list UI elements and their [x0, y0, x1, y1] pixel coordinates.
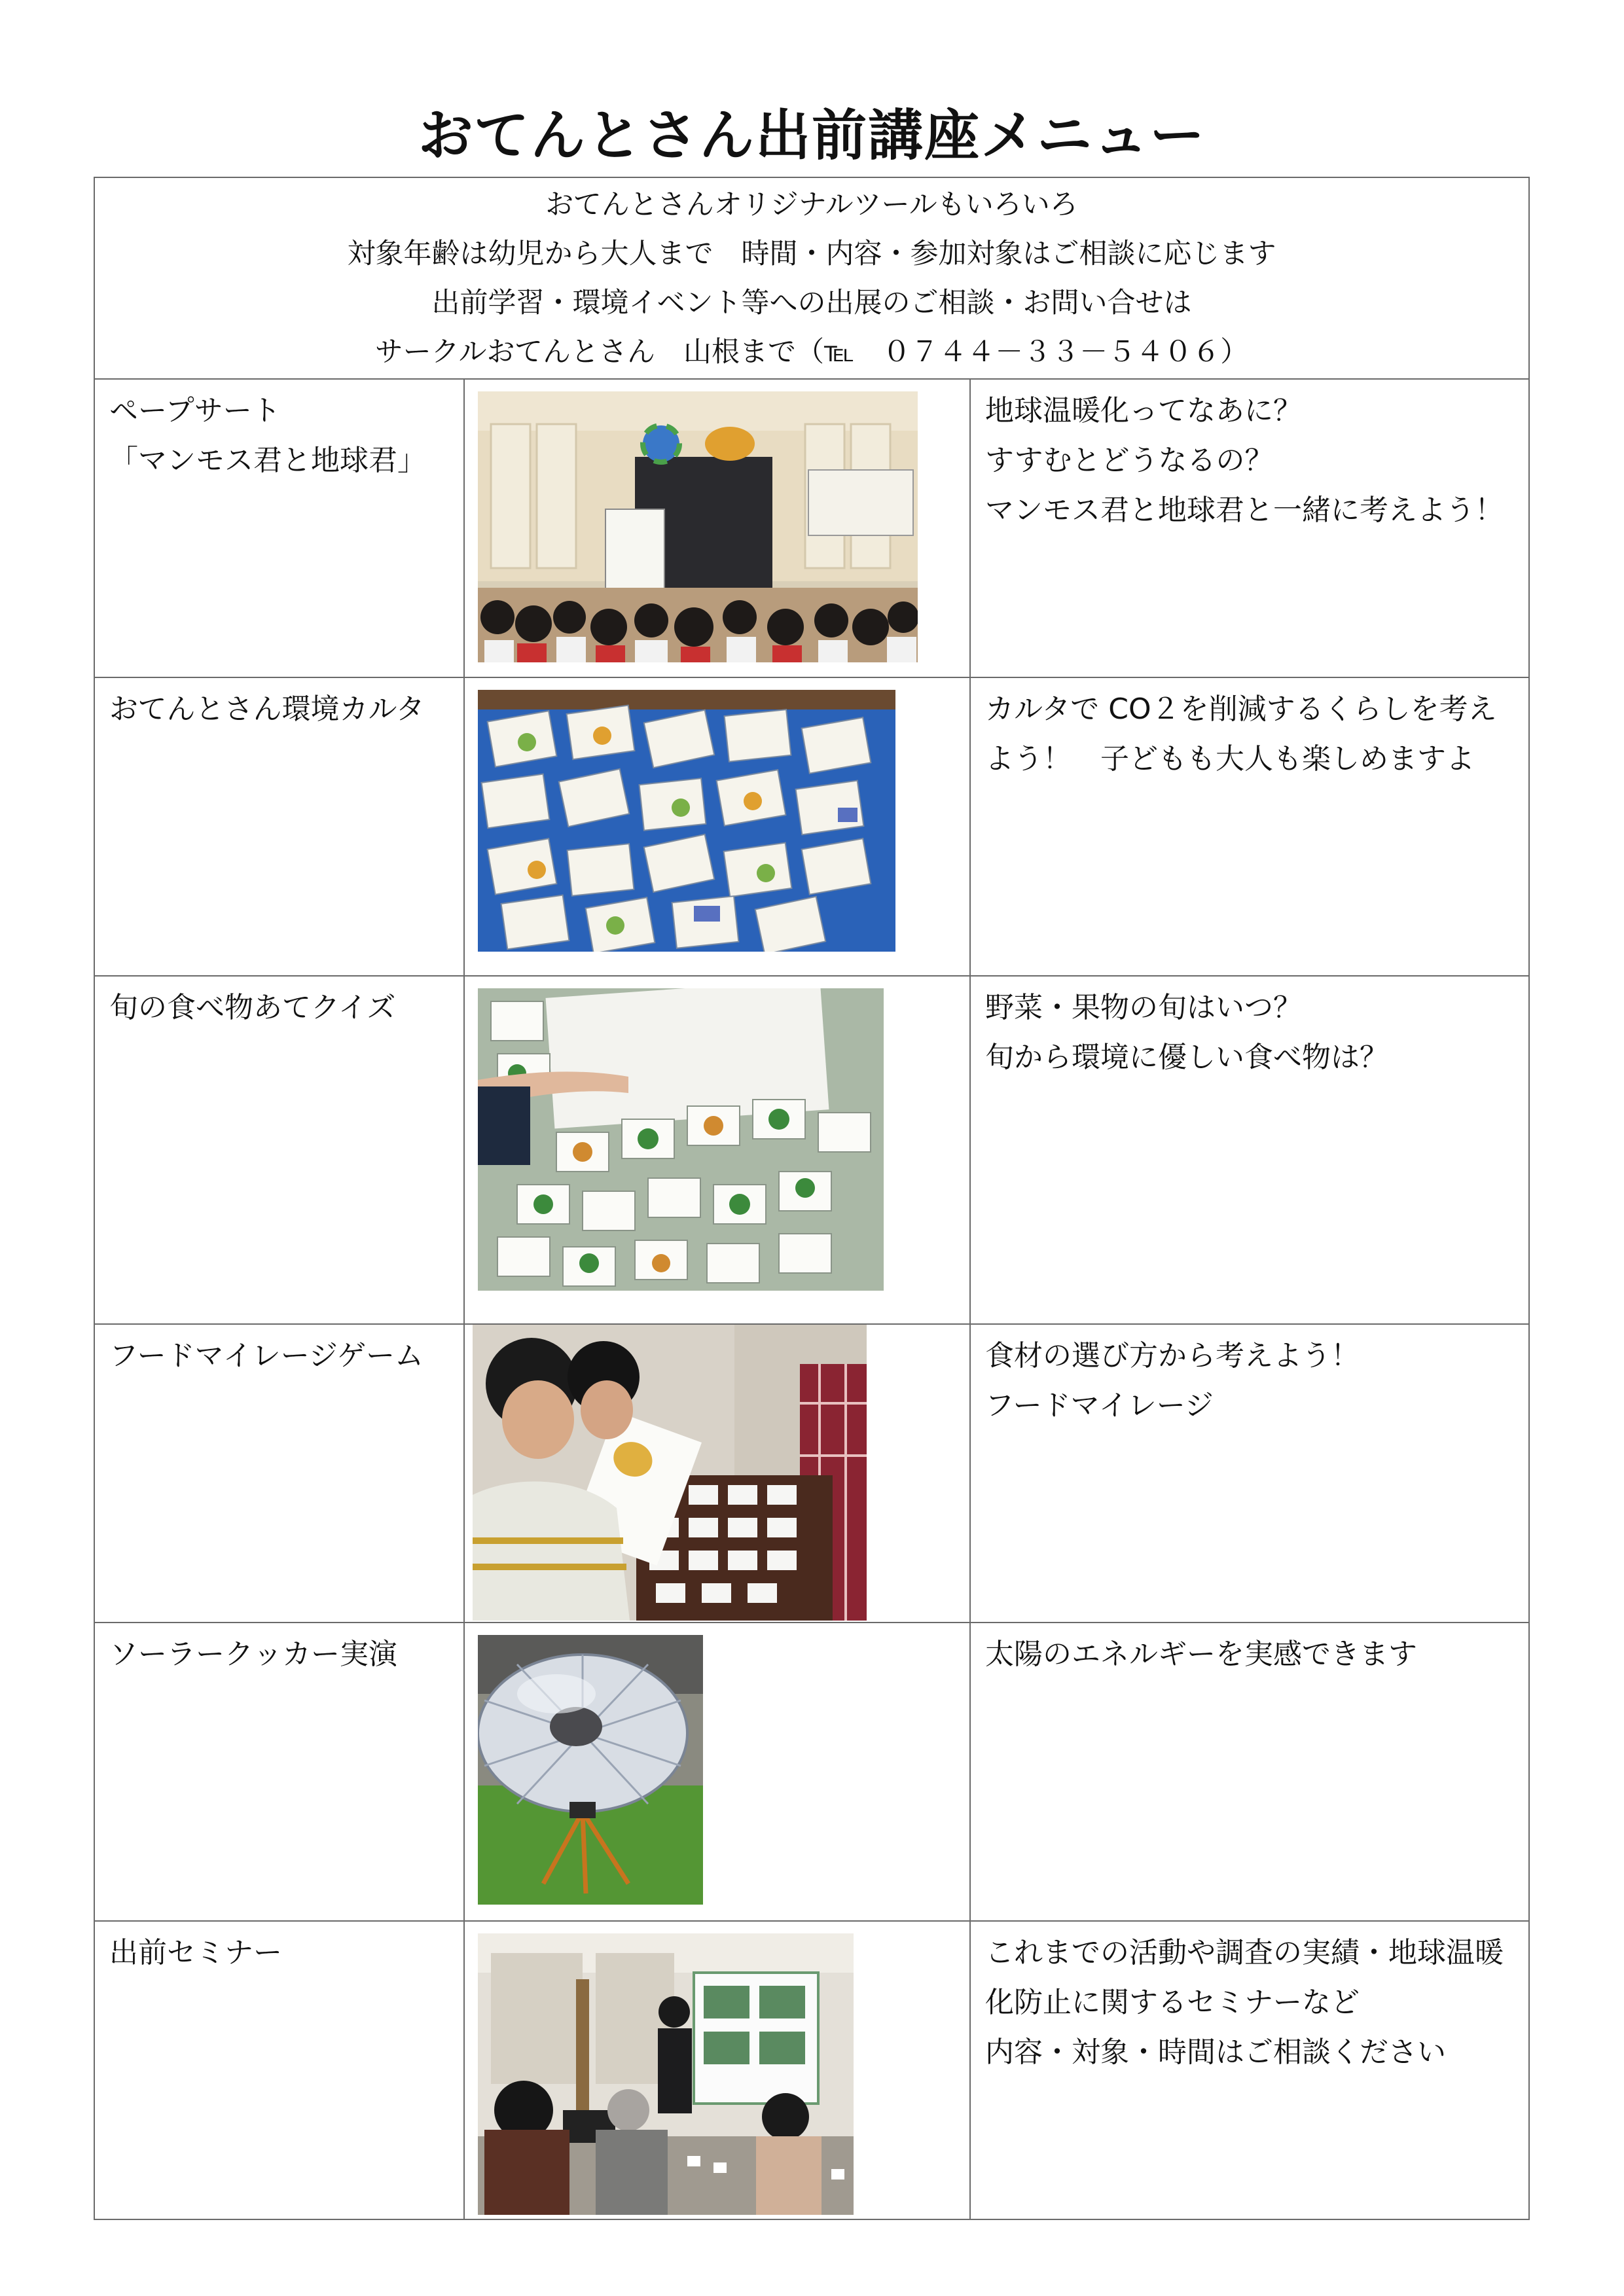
menu-row: [94, 1921, 1529, 2219]
menu-row: [94, 976, 1529, 1324]
item-name-cell: [94, 1324, 464, 1623]
karuta-cards-photo: [478, 690, 895, 952]
item-name: おてんとさん環境カルタ: [109, 692, 425, 726]
food-mileage-game-photo: [473, 1325, 867, 1621]
menu-row: [94, 1324, 1529, 1623]
item-desc: これまでの活動や調査の実績・地球温暖: [985, 1936, 1504, 1969]
item-name-cell: [94, 677, 464, 976]
item-desc: カルタで CO２を削減するくらしを考え: [985, 692, 1497, 726]
item-photo-cell: [464, 976, 970, 1324]
item-desc: フードマイレージ: [985, 1389, 1214, 1422]
item-desc-cell: [970, 976, 1529, 1324]
item-desc-cell: [970, 1921, 1529, 2219]
item-desc-cell: [970, 1623, 1529, 1921]
solar-cooker-photo: [478, 1635, 703, 1905]
item-photo-cell: [464, 379, 970, 677]
intro-row: [94, 177, 1529, 379]
item-desc-cell: [970, 677, 1529, 976]
item-name-cell: [94, 1623, 464, 1921]
seasonal-food-quiz-photo: [478, 988, 884, 1291]
intro-line: 出前学習・環境イベント等への出展のご相談・お問い合せは: [431, 287, 1192, 319]
item-name: フードマイレージゲーム: [109, 1339, 424, 1372]
seminar-photo: [478, 1933, 854, 2215]
item-name: 出前セミナー: [109, 1936, 282, 1969]
puppet-show-photo: [478, 391, 918, 662]
item-desc: 化防止に関するセミナーなど: [985, 1986, 1360, 2019]
menu-row: [94, 379, 1529, 677]
item-desc: 野菜・果物の旬はいつ？: [985, 991, 1302, 1024]
item-photo-cell: [464, 1921, 970, 2219]
item-name: 旬の食べ物あてクイズ: [109, 991, 396, 1024]
item-photo-cell: [464, 677, 970, 976]
item-name-cell: [94, 1921, 464, 2219]
item-desc: すすむとどうなるの？: [985, 444, 1274, 477]
item-photo-cell: [464, 1324, 970, 1623]
item-desc-cell: [970, 379, 1529, 677]
item-name-cell: [94, 976, 464, 1324]
intro-line: 対象年齢は幼児から大人まで 時間・内容・参加対象はご相談に応じます: [347, 238, 1276, 270]
item-desc: マンモス君と地球君と一緒に考えよう！: [985, 493, 1504, 527]
item-name: 「マンモス君と地球君」: [109, 444, 426, 477]
item-desc: 内容・対象・時間はご相談ください: [985, 2036, 1446, 2069]
item-name: ソーラークッカー実演: [109, 1638, 397, 1671]
item-desc-cell: [970, 1324, 1529, 1623]
item-desc: 太陽のエネルギーを実感できます: [985, 1638, 1417, 1671]
item-name: ペープサート: [109, 394, 281, 427]
item-name-cell: [94, 379, 464, 677]
item-desc: 食材の選び方から考えよう！: [985, 1339, 1360, 1372]
intro-line: サークルおてんとさん 山根まで（℡ ０７４４－３３－５４０６）: [374, 336, 1249, 368]
intro-cell: [94, 177, 1529, 379]
menu-table: [94, 177, 1530, 2220]
page-title: おてんとさん出前講座メニュー: [418, 103, 1206, 168]
item-photo-cell: [464, 1623, 970, 1921]
intro-line: おてんとさんオリジナルツールもいろいろ: [545, 188, 1078, 221]
menu-row: [94, 677, 1529, 976]
menu-row: [94, 1623, 1529, 1921]
item-desc: 地球温暖化ってなあに？: [985, 394, 1302, 427]
item-desc: よう！ 子どもも大人も楽しめますよ: [985, 742, 1475, 776]
item-desc: 旬から環境に優しい食べ物は？: [985, 1041, 1388, 1074]
